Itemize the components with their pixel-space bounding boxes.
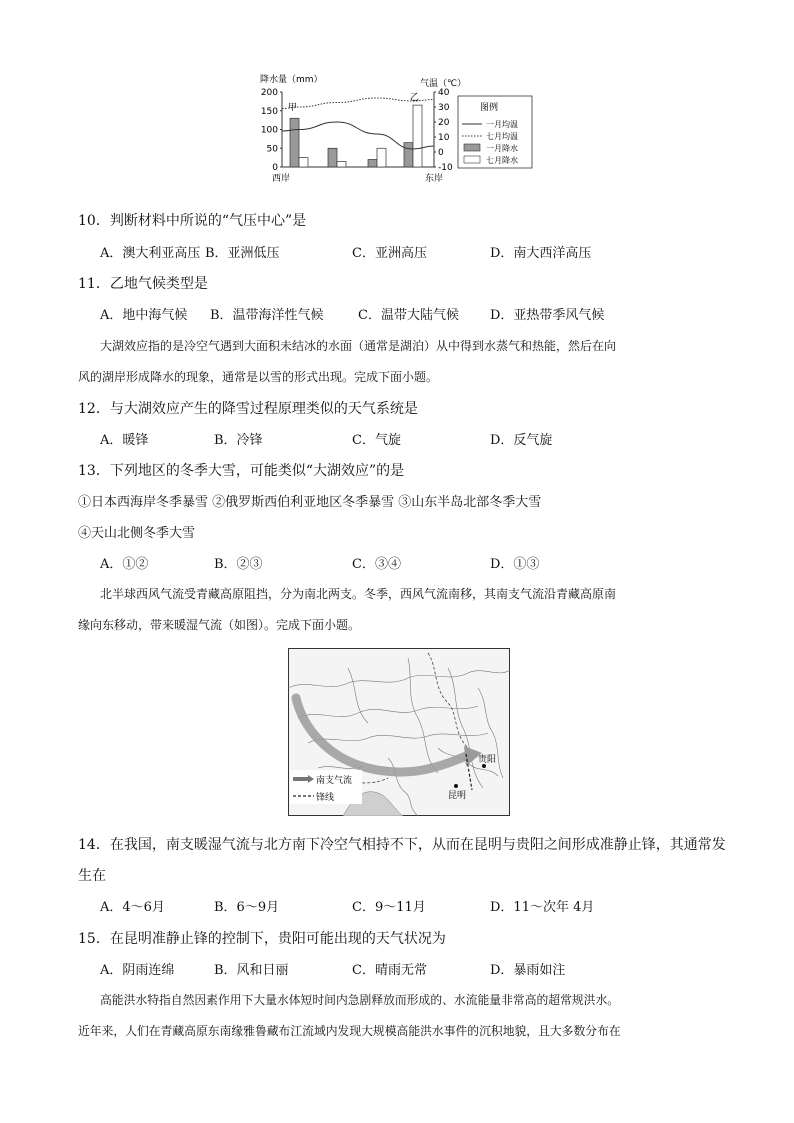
x-label-west: 西岸 — [272, 174, 291, 184]
bar-jan-precip — [368, 160, 377, 168]
bar-jul-precip — [377, 148, 386, 167]
q15-option-d[interactable]: D．暴雨如注 — [490, 963, 566, 978]
q14-option-a[interactable]: A．4～6月 — [100, 900, 165, 915]
plateau-map — [288, 648, 510, 816]
q10-option-d[interactable]: D．南大西洋高压 — [490, 246, 592, 261]
right-tick-label: 10 — [438, 133, 450, 143]
q13-items-line-1: ①日本西海岸冬季暴雪 ②俄罗斯西伯利亚地区冬季暴雪 ③山东半岛北部冬季大雪 — [78, 495, 542, 510]
left-tick-label: 150 — [260, 106, 278, 117]
q14-option-b[interactable]: B．6～9月 — [214, 900, 280, 915]
right-tick-label: 0 — [438, 148, 444, 158]
passage-1-line-1: 大湖效应指的是冷空气遇到大面积未结冰的水面（通常是湖泊）从中得到水蒸气和热能，然后在向 — [100, 339, 617, 353]
climate-chart — [250, 70, 550, 186]
q15-option-a[interactable]: A．阴雨连绵 — [100, 963, 175, 978]
legend-title: 图例 — [480, 103, 499, 113]
legend-jan-precip: 一月降水 — [486, 144, 518, 153]
bar-jan-precip — [290, 118, 299, 167]
q10-option-b[interactable]: B．亚洲低压 — [205, 246, 280, 261]
passage-3-line-1: 高能洪水特指自然因素作用下大量水体短时间内急剧释放而形成的、水流能量非常高的超常规洪水。 — [100, 993, 620, 1007]
city-kunming: 昆明 — [448, 791, 467, 801]
x-label-east: 东岸 — [425, 174, 444, 184]
right-tick-label: 40 — [438, 88, 450, 98]
legend-jan-temp: 一月均温 — [486, 120, 518, 129]
q13-option-c[interactable]: C．③④ — [352, 557, 401, 572]
q13-option-d[interactable]: D．①③ — [490, 557, 540, 572]
q12-option-a[interactable]: A．暖锋 — [100, 433, 149, 448]
q14-option-d[interactable]: D．11～次年 4月 — [490, 900, 595, 915]
bar-jul-precip — [413, 105, 422, 167]
q10-option-a[interactable]: A．澳大利亚高压 — [100, 246, 201, 261]
mark-jia: 甲 — [288, 103, 298, 113]
q11-option-b[interactable]: B．温带海洋性气候 — [210, 308, 324, 323]
q15-stem: 15．在昆明准静止锋的控制下，贵阳可能出现的天气状况为 — [78, 931, 446, 947]
q14-stem-line-1: 14．在我国，南支暖湿气流与北方南下冷空气相持不下，从而在昆明与贵阳之间形成准静止锋，其通常发 — [78, 837, 726, 853]
chart-ylabel-left: 降水量（mm） — [260, 75, 323, 85]
q13-stem: 13．下列地区的冬季大雪，可能类似“大湖效应”的是 — [78, 463, 405, 479]
chart-ylabel-right: 气温（℃） — [420, 79, 467, 89]
q10-option-c[interactable]: C．亚洲高压 — [352, 246, 427, 261]
left-tick-label: 0 — [272, 163, 278, 173]
q12-option-c[interactable]: C．气旋 — [352, 433, 401, 448]
right-tick-label: 20 — [438, 118, 450, 128]
mark-yi: 乙 — [410, 93, 420, 103]
q13-option-a[interactable]: A．①② — [100, 557, 149, 572]
q13-items-line-2: ④天山北侧冬季大雪 — [78, 526, 196, 541]
q11-option-c[interactable]: C．温带大陆气候 — [358, 308, 459, 323]
passage-1-line-2: 风的湖岸形成降水的现象，通常是以雪的形式出现。完成下面小题。 — [78, 370, 439, 384]
bar-jan-precip — [404, 143, 413, 167]
q11-option-a[interactable]: A．地中海气候 — [100, 308, 188, 323]
city-guiyang: 贵阳 — [478, 755, 497, 765]
legend-jul-precip: 七月降水 — [486, 156, 518, 165]
left-tick-label: 50 — [266, 144, 278, 155]
passage-2-line-1: 北半球西风气流受青藏高原阻挡，分为南北两支。冬季，西风气流南移，其南支气流沿青藏高原南 — [100, 587, 617, 601]
legend-front-line: 锋线 — [316, 793, 335, 803]
right-tick-label: 30 — [438, 103, 450, 113]
left-tick-label: 100 — [260, 125, 278, 136]
bar-jul-precip — [299, 158, 308, 167]
passage-3-line-2: 近年来，人们在青藏高原东南缘雅鲁藏布江流域内发现大规模高能洪水事件的沉积地貌，且大多数分布在 — [78, 1024, 621, 1038]
q13-option-b[interactable]: B．②③ — [214, 557, 263, 572]
q12-option-d[interactable]: D．反气旋 — [490, 433, 553, 448]
q15-option-c[interactable]: C．晴雨无常 — [352, 963, 427, 978]
q14-stem-line-2: 生在 — [78, 868, 106, 884]
legend-south-flow: 南支气流 — [316, 776, 353, 786]
bar-jul-precip — [337, 161, 346, 167]
q14-option-c[interactable]: C．9～11月 — [352, 900, 426, 915]
q12-stem: 12．与大湖效应产生的降雪过程原理类似的天气系统是 — [78, 401, 418, 417]
passage-2-line-2: 缘向东移动，带来暖湿气流（如图）。完成下面小题。 — [78, 618, 361, 632]
q11-option-d[interactable]: D．亚热带季风气候 — [490, 308, 605, 323]
left-tick-label: 200 — [260, 88, 278, 98]
q10-stem: 10．判断材料中所说的“气压中心”是 — [78, 213, 307, 229]
q15-option-b[interactable]: B．风和日丽 — [214, 963, 289, 978]
q11-stem: 11．乙地气候类型是 — [78, 276, 208, 292]
chart-legend — [458, 96, 532, 168]
legend-jul-temp: 七月均温 — [486, 132, 518, 141]
bar-jan-precip — [328, 148, 337, 167]
q12-option-b[interactable]: B．冷锋 — [214, 433, 263, 448]
right-tick-label: -10 — [438, 163, 453, 173]
